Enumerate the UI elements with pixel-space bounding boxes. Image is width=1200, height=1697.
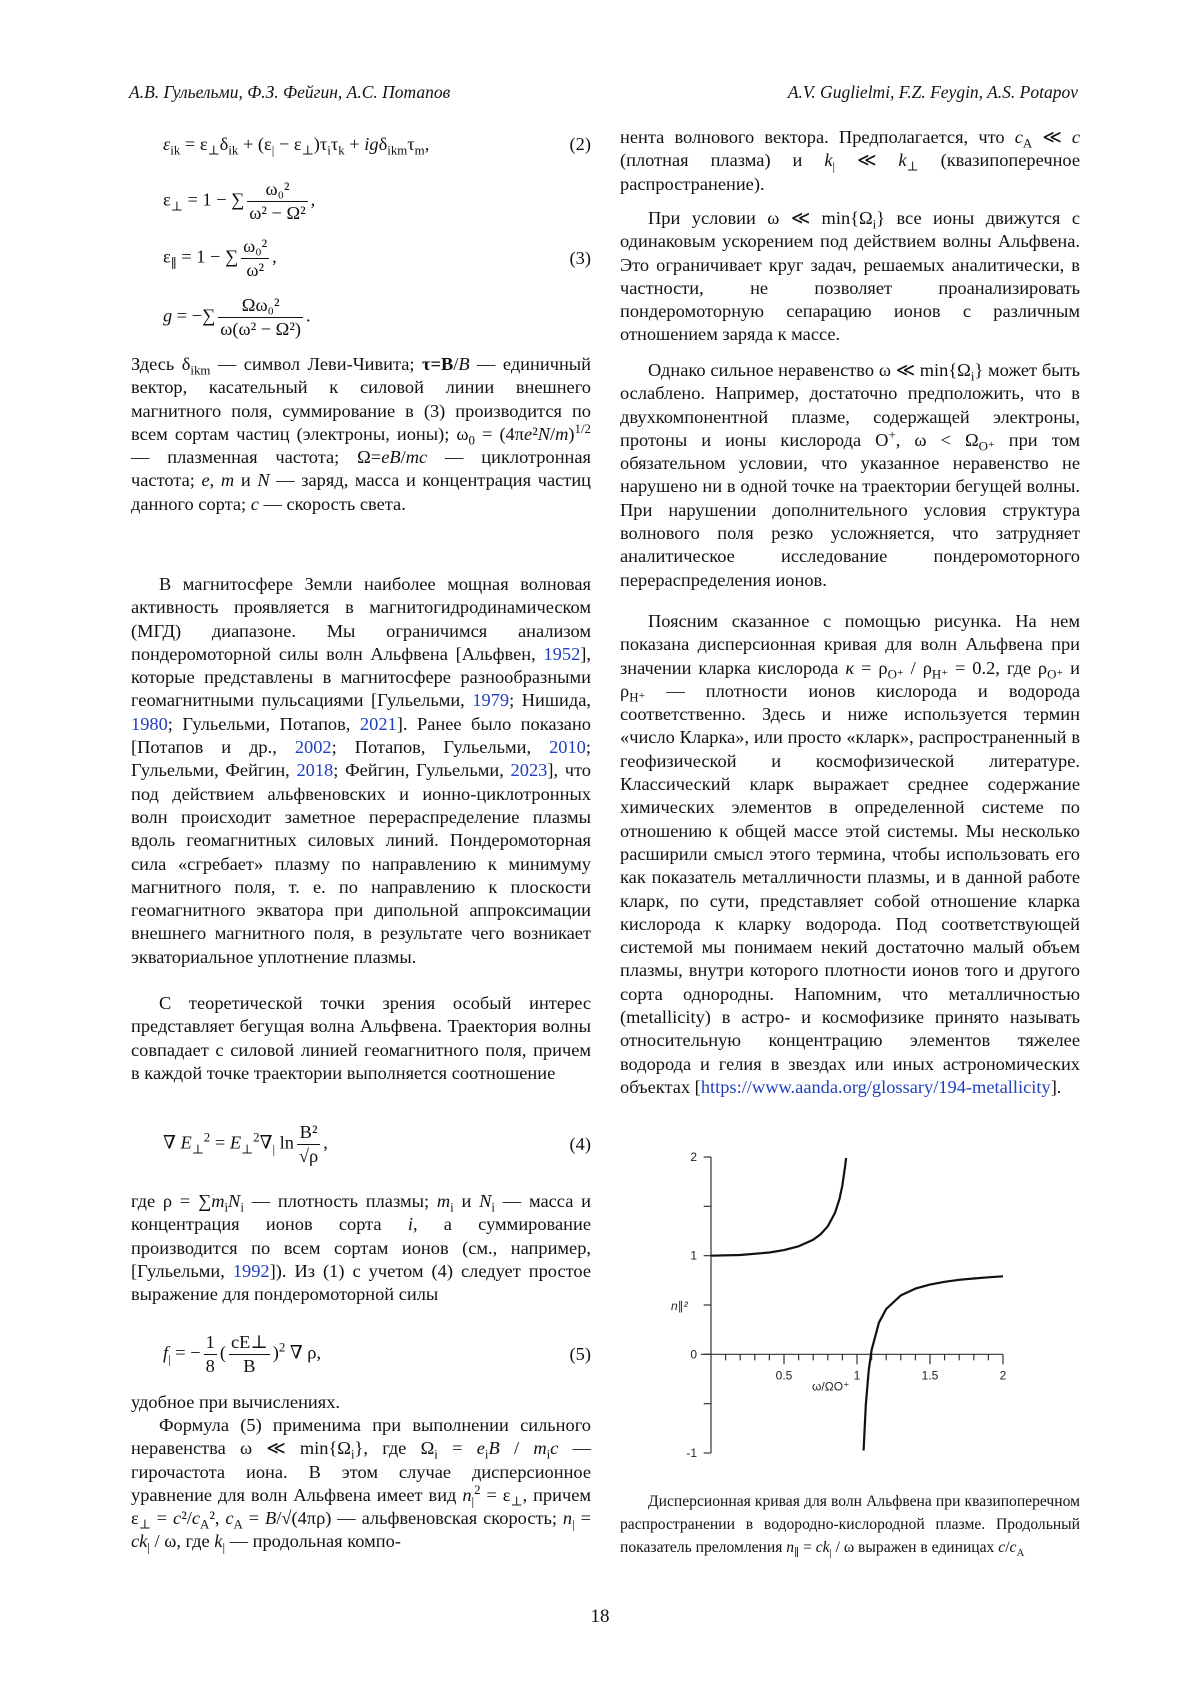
text-run: A [200,1518,209,1532]
text-run: ⊥ [208,143,220,157]
text-run: ∥ [794,1547,799,1559]
text-run: и [234,470,257,490]
fraction [297,1121,320,1168]
figure-caption [620,1490,1080,1559]
text-run: B [488,1438,499,1458]
citation-link[interactable]: 2021 [360,714,397,734]
paragraph [131,573,591,969]
fraction [241,235,269,282]
equation-3-g [131,297,591,337]
text-run: i [971,370,975,384]
text-run: = 1 − ∑ [177,246,238,266]
text-run: ², [209,1508,225,1528]
text-run: / ρ [904,658,932,678]
text-run: ], что под действием альфвеновских и ионно-циклотронных волн происходит заметное перераспределение плазмы вдоль геомагнитных силовых линий. Пондеромоторная сила «сгребает» плазму по направлению к минимуму магнитного поля, т. е. по направлению к плоскости геомагнитного экватора при дипольной аппроксимации внешнего магнитного поля, в результате чего возникает экваториальное уплотнение плазмы. [131,760,591,966]
equation-body [131,235,277,282]
numerator: ω₀² [247,178,307,202]
text-run: k [898,150,906,170]
text-run: f [163,1342,168,1362]
text-run: ∇ [163,1132,180,1152]
paragraph [620,359,1080,592]
text-run: | [833,160,836,174]
text-run: — циклотронная частота; [131,447,591,490]
text-run: + [345,134,365,154]
text-run: ikm [387,143,407,157]
text-run: i [224,1201,228,1215]
text-run: = ρ [854,658,887,678]
text-run: i [873,218,877,232]
y-tick-label: 0 [690,1347,697,1361]
numerator: ω₀² [241,235,269,259]
denominator: ω² − Ω² [247,202,307,225]
text-run: } может быть ослаблено. Например, достаточно предположить, что в двухкомпонентной плазме, содержащей электроны, протоны и ионы кислорода O [620,360,1080,450]
text-run: ² [532,424,538,444]
paragraph [131,992,591,1085]
text-run: = (4π [475,424,524,444]
equation-4 [131,1124,591,1164]
text-run: — скорость света. [259,494,406,514]
text-run: ]. [1051,1077,1062,1097]
text-run: = − [171,1342,201,1362]
denominator: 8 [204,1355,217,1378]
text-run: ≪ [1032,127,1072,147]
text-run: B [265,1508,276,1528]
equation-body [131,178,315,225]
text-run: ⊥ [171,199,183,213]
text-run: = [151,1508,173,1528]
text-run: где ρ = ∑ [131,1191,211,1211]
text-run: удобное при вычислениях. [131,1392,340,1412]
text-run: ], которые представлены в магнитосфере разнообразными геомагнитными пульсациями [Гульельми, [131,644,591,711]
text-run: eB [381,447,400,467]
text-run: N [228,1191,240,1211]
text-run: 2 [474,1483,480,1497]
citation-link[interactable]: 2023 [511,760,548,780]
text-run: ck [816,1539,830,1556]
text-run: c [173,1508,181,1528]
equation-number: (3) [570,248,591,269]
equation-number: (5) [570,1344,591,1365]
text-run: i [327,143,331,157]
text-run: κ [845,658,854,678]
text-run: k [338,143,344,157]
text-run: e [477,1438,485,1458]
text-run: n [563,1508,572,1528]
fraction [247,178,307,225]
text-run: = [243,1508,265,1528]
numerator: 1 [204,1331,217,1355]
y-tick-label: 1 [690,1249,697,1263]
text-run: O⁺ [979,440,995,454]
fraction [218,294,303,341]
text-run: ]. Ранее было показано [Потапов и др., [131,714,591,757]
text-run: ∇ [260,1132,273,1152]
text-run: | [472,1495,475,1509]
text-run: / [550,424,555,444]
text-run: i [351,1448,355,1462]
text-run: ; Потапов, Гульельми, [332,737,550,757]
text-run: c [998,1539,1005,1556]
y-axis-label: n∥² [671,1299,689,1313]
text-run: / ω выражен в единицах [832,1539,999,1556]
text-run: / [500,1438,534,1458]
text-run: O⁺ [1047,667,1063,681]
text-run: | [147,1541,150,1555]
text-run: m [221,470,234,490]
equation-3-eps-perp [131,181,591,221]
text-run: + (ε [238,134,271,154]
text-run: | [830,1547,832,1559]
text-run: ik [228,143,238,157]
text-run: c [1015,127,1023,147]
text-run: / [1005,1539,1009,1556]
text-run: 1/2 [575,422,591,436]
text-run: = [799,1539,816,1556]
equation-body [131,294,311,341]
text-run: / [401,447,406,467]
text-run: / ω, где [150,1531,214,1551]
text-run: ) [273,1342,279,1362]
equation-body [131,1121,328,1168]
text-run: c [192,1508,200,1528]
text-run: c [251,494,259,514]
denominator: ω(ω² − Ω²) [218,318,303,341]
text-run: ck [131,1531,147,1551]
text-run: τ [331,134,338,154]
text-run: = [210,1132,230,1152]
text-run: ∇ ρ, [285,1342,321,1362]
text-run: — масса и концентрация ионов сорта [131,1191,591,1234]
text-run: = ε [180,134,207,154]
text-run: H⁺ [629,691,645,705]
fraction [204,1331,217,1378]
equation-number: (2) [570,134,591,155]
text-run: n [462,1485,471,1505]
text-run: ⊥ [302,143,314,157]
text-run: ; Гульельми, Потапов, [168,714,360,734]
text-run: /√(4πρ) — альфвеновская скорость; [276,1508,563,1528]
numerator: B² [297,1121,320,1145]
x-tick-label: 2 [1000,1368,1007,1382]
text-run: и ρ [620,658,1080,701]
paragraph [620,126,1080,196]
text-run: | [572,1518,575,1532]
text-run: 2 [279,1340,285,1354]
text-run: A [1016,1547,1024,1559]
denominator: B [229,1355,270,1378]
text-run: m [211,1191,224,1211]
text-run: — единичный вектор, касательный к силовой линии внешнего магнитного поля, суммирование в (3) производится по всем сортам частиц (электроны, ионы); ω [131,354,591,444]
text-run: , а суммирование производится по всем сортам ионов (см., например, [Гульельми, [131,1214,591,1281]
paragraph [131,1391,591,1414]
x-tick-label: 1 [854,1368,861,1382]
text-run: — заряд, масса и концентрация частиц данного сорта; [131,470,591,513]
citation-link[interactable]: 2018 [296,760,333,780]
text-run: + [888,428,895,442]
text-run: ( [220,1342,226,1362]
text-run: (плотная плазма) и [620,150,824,170]
equation-body [131,134,429,155]
text-run: — символ Леви-Чивита; [210,354,422,374]
text-run: τ [407,134,414,154]
text-run: , ω < Ω [896,430,979,450]
text-run: E [180,1132,191,1152]
equation-2 [131,124,591,164]
text-run: c [225,1508,233,1528]
dispersion-curve-figure [640,1148,1040,1478]
text-run: , [323,1132,328,1152]
text-run: ⊥ [907,160,919,174]
text-run: i [434,1448,438,1462]
text-run: при том обязательном условии, что указанное неравенство не нарушено ни в одной точке на траектории бегущей волны. При нарушении дополнительного условия структура волнового поля резко усложняется, что затрудняет аналитическое исследование пондеромоторного перераспределения ионов. [620,430,1080,590]
text-run: При условии ω ≪ min{Ω [648,208,873,228]
text-run: ]). Из (1) с учетом (4) следует простое выражение для пондеромоторной силы [131,1261,591,1304]
text-run: ⊥ [510,1495,522,1509]
text-run: i [240,1201,244,1215]
text-run: c [1072,127,1080,147]
text-run: − ε [274,134,301,154]
text-run: m [415,143,425,157]
text-run: . [306,305,311,325]
denominator: √ρ [297,1145,320,1168]
text-run: c [1010,1539,1017,1556]
paragraph [131,1190,591,1306]
running-header-authors-en: A.V. Guglielmi, F.Z. Feygin, A.S. Potapov [788,82,1078,103]
equation-5 [131,1334,591,1374]
curve-branch-below-resonance [711,1158,846,1256]
text-run: Формула (5) применима при выполнении сильного неравенства ω ≪ min{Ω [131,1415,591,1458]
text-run: H⁺ [932,667,948,681]
text-run: , [210,470,221,490]
fraction [229,1331,270,1378]
x-tick-label: 0.5 [776,1368,793,1382]
text-run: m [533,1438,546,1458]
text-run: ikm [190,364,210,378]
text-run: k [824,150,832,170]
citation-link[interactable]: 1979 [472,690,509,710]
citation-link[interactable]: 1980 [131,714,168,734]
paragraph [620,610,1080,1099]
text-run: ln [275,1132,294,1152]
text-run: = ε [481,1485,511,1505]
x-axis-label: ω/ΩO⁺ [812,1379,849,1393]
text-run: , причем ε [131,1485,591,1528]
paragraph [131,353,591,516]
text-run: ε [163,246,171,266]
citation-link[interactable]: 2010 [549,737,586,757]
text-run: B [458,354,469,374]
running-header-authors-ru: А.В. Гульельми, Ф.З. Фейгин, А.С. Потапов [129,82,450,103]
text-run: В магнитосфере Земли наиболее мощная волновая активность проявляется в магнитогидродинамическом (МГД) диапазоне. Мы ограничимся анализом пондеромоторной силы волн Альфвена [Альфвен, [131,574,591,664]
text-run: i [547,1448,551,1462]
text-run: )τ [314,134,328,154]
text-run: i [450,1201,454,1215]
y-tick-label: -1 [686,1446,697,1460]
text-run: k [214,1531,222,1551]
text-run: = 0.2, где ρ [948,658,1047,678]
text-run: ²/ [181,1508,192,1528]
text-run: ) [568,424,574,444]
text-run: i [491,1201,495,1215]
equation-3-eps-par [131,238,591,278]
citation-link[interactable]: 2002 [295,737,332,757]
text-run: e [202,470,210,490]
text-run: mc [406,447,427,467]
paragraph [620,207,1080,347]
text-run: | [222,1541,225,1555]
text-run: 0 [469,434,475,448]
text-run: | [272,1142,275,1156]
text-run: ; Нишида, [509,690,591,710]
page-number: 18 [0,1606,1200,1628]
text-run: Однако сильное неравенство ω ≪ min{Ω [648,360,971,380]
text-run: Поясним сказанное с помощью рисунка. На нем показана дисперсионная кривая для волн Альфвена при значении кларка кислорода [620,611,1080,678]
text-run: O⁺ [888,667,904,681]
text-run: δ [220,134,229,154]
text-run: ≪ [835,150,898,170]
text-run: — продольная компо- [225,1531,401,1551]
text-run: — плотности ионов кислорода и водорода соответственно. Здесь и ниже используется термин «число Кларка», или просто «кларк», распространенный в геофизической и космофизической литературе. Классический кларк выражает среднее содержание химических элементов в определенной системе по отношению к общей массе этой системы. Мы несколько расширили смысл этого термина, чтобы использовать его как показатель металличности плазмы, и в данной работе кларк, по сути, представляет собой отношение кларка кислорода к кларку водорода. Под соответствующей системой мы понимаем некий достаточно малый объем плазмы, внутри которого плотности ионов того и другого сорта однородны. Напомним, что металличностью (metallicity) в астро- и космофизике принято называть относительную концентрацию элементов тяжелее водорода и гелия в звездах или иных астрономических объектах [ [620,681,1080,1097]
text-run: E [230,1132,241,1152]
text-run: τ=B [422,354,453,374]
equation-number: (4) [570,1134,591,1155]
text-run: m [437,1191,450,1211]
text-run: ; Гульельми, Фейгин, [131,737,591,780]
text-run: N [479,1191,491,1211]
text-run: e [524,424,532,444]
text-run: ⊥ [241,1142,253,1156]
text-run: ig [364,134,378,154]
text-run: , [425,134,430,154]
text-run: ε [163,134,170,154]
paragraph [131,1414,591,1554]
text-run: N [538,424,550,444]
text-run: = −∑ [172,305,215,325]
text-run: / [453,354,458,374]
text-run: — гирочастота иона. В этом случае дисперсионное уравнение для волн Альфвена имеет вид [131,1438,591,1505]
text-run: — плотность плазмы; [244,1191,437,1211]
text-run: Здесь δ [131,354,190,374]
text-run: , [272,246,277,266]
text-run: ; Фейгин, Гульельми, [333,760,510,780]
text-run: } все ионы движутся с одинаковым ускорением под действием волны Альфвена. Это ограничивает круг задач, решаемых аналитически, в частности, не позволяет проанализировать пондеромоторную сепарацию ионов с различным отношением заряда к массе. [620,208,1080,344]
text-run: 2 [253,1130,259,1144]
text-run: ε [163,189,171,209]
text-run: = [575,1508,591,1528]
text-run: c [550,1438,558,1458]
citation-link[interactable]: 1992 [233,1261,270,1281]
text-run: δ [379,134,388,154]
text-run: | [272,143,275,157]
text-run: ∥ [171,256,177,270]
text-run: ⊥ [139,1518,151,1532]
x-tick-label: 1.5 [922,1368,939,1382]
text-run: = [438,1438,477,1458]
text-run: }, где Ω [355,1438,435,1458]
text-run: i [408,1214,413,1234]
text-run: N [257,470,269,490]
text-run: Дисперсионная кривая для волн Альфвена при квазипоперечном распространении в водородно-кислородной плазме. Продольный показатель преломления [620,1493,1080,1556]
text-run: = 1 − ∑ [183,189,244,209]
citation-link[interactable]: 1952 [543,644,580,664]
text-run: 2 [204,1130,210,1144]
citation-link[interactable]: https://www.aanda.org/glossary/194-metallicity [701,1077,1051,1097]
text-run: нента волнового вектора. Предполагается, что [620,127,1015,147]
text-run: (квазипоперечное распространение). [620,150,1080,193]
text-run: — плазменная частота; Ω= [131,447,381,467]
text-run: n [786,1539,794,1556]
y-tick-label: 2 [690,1150,697,1164]
text-run: ⊥ [192,1142,204,1156]
numerator: cE⊥ [229,1331,270,1355]
text-run: , [311,189,316,209]
text-run: ik [170,143,180,157]
equation-body [131,1331,321,1378]
text-run: | [168,1352,171,1366]
denominator: ω² [241,259,269,282]
text-run: и [454,1191,479,1211]
numerator: Ωω₀² [218,294,303,318]
text-run: i [485,1448,489,1462]
text-run: g [163,305,172,325]
text-run: С теоретической точки зрения особый интерес представляет бегущая волна Альфвена. Траектория волны совпадает с силовой линией геомагнитного поля, причем в каждой точке траектории выполняется соотношение [131,993,591,1083]
text-run: m [555,424,568,444]
text-run: A [234,1518,243,1532]
curve-branch-above-resonance [864,1276,1003,1450]
text-run: A [1023,137,1032,151]
